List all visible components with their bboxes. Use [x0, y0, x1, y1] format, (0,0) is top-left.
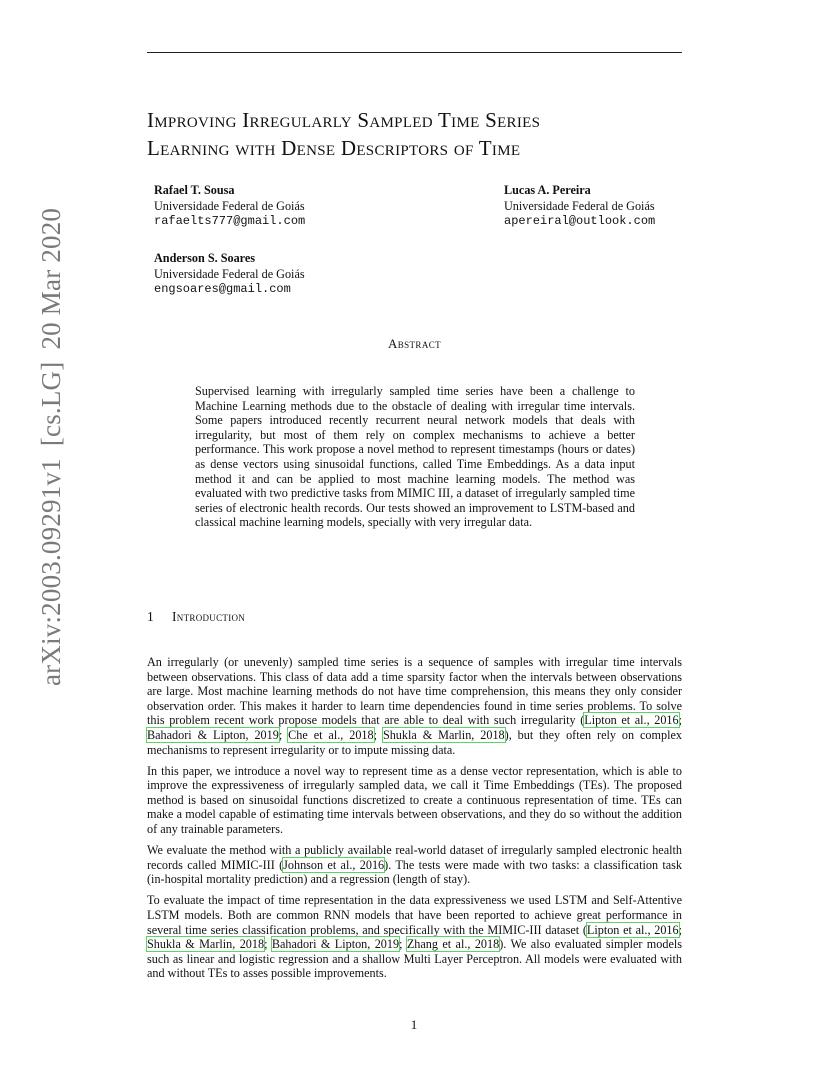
paragraph-text: ). We also evaluated simpler models such as linear and logistic regression and a shallow Multi Layer Perceptron. All models were evaluated with and without TEs to asses possible improvements. [147, 937, 683, 981]
section-heading-introduction [147, 609, 245, 625]
author-name: Rafael T. Sousa [154, 183, 235, 197]
author-block-1 [154, 183, 305, 230]
paragraph-1 [147, 655, 682, 757]
introduction-body [147, 655, 682, 987]
abstract-text: Supervised learning with irregularly sampled time series have been a challenge to Machine Learning methods due to the obstacle of dealing with irregular time intervals. Some papers introduced recently recurrent neural network models that deals with irregularity, but most of them rely on complex mechanisms to achieve a better performance. This work propose a novel method to represent timestamps (hours or dates) as dense vectors using sinusoidal functions, called Time Embeddings. As a data input method it and can be applied to most machine learning models. The method was evaluated with two predictive tasks from MIMIC III, a dataset of irregularly sampled time series of electronic health records. Our tests showed an improvement to LSTM-based and classical machine learning models, specially with very irregular data. [195, 384, 635, 530]
abstract-heading: Abstract [387, 336, 442, 351]
top-rule [147, 52, 682, 53]
arxiv-category: [cs.LG] [36, 361, 66, 447]
section-title: Introduction [172, 609, 246, 624]
author-affiliation: Universidade Federal de Goiás [154, 198, 305, 213]
citation-link[interactable]: Shukla & Marlin, 2018 [147, 937, 265, 952]
citation-link[interactable]: Bahadori & Lipton, 2019 [271, 937, 400, 952]
arxiv-id: arXiv:2003.09291v1 [36, 458, 66, 686]
author-email[interactable]: engsoares@gmail.com [154, 282, 291, 296]
author-name: Lucas A. Pereira [504, 183, 591, 197]
paragraph-text: To evaluate the impact of time representation in the data expressiveness we used LSTM and Self-Attentive LSTM models. Both are common RNN models that have been reported to achieve great performance in several time series classification problems, and specifically with the MIMIC-III dataset ( [147, 893, 682, 937]
paragraph-text: ). The tests were made with two tasks: a classification task (in-hospital mortality prediction) and a regression (length of stay). [147, 857, 682, 887]
arxiv-stamp [36, 208, 67, 686]
title-line-1: Improving Irregularly Sampled Time Series [147, 108, 541, 132]
paper-title [147, 106, 707, 162]
author-affiliation: Universidade Federal de Goiás [504, 198, 655, 213]
citation-link[interactable]: Lipton et al., 2016 [586, 922, 679, 937]
author-affiliation: Universidade Federal de Goiás [154, 266, 305, 281]
citation-separator: ; [678, 922, 683, 937]
citation-link[interactable]: Zhang et al., 2018 [406, 937, 500, 952]
citation-separator: ; [278, 727, 289, 742]
author-email[interactable]: apereiral@outlook.com [504, 214, 656, 228]
citation-link[interactable]: Johnson et al., 2016 [283, 857, 385, 872]
paragraph-text: We evaluate the method with a publicly available real-world dataset of irregularly sampled electronic health records called MIMIC-III ( [147, 843, 682, 872]
citation-link[interactable]: Che et al., 2018 [288, 727, 374, 742]
paragraph-2: In this paper, we introduce a novel way to represent time as a dense vector representation, which is able to improve the expressiveness of irregularly sampled data, we call it Time Embeddings (TEs). The proposed method is based on sinusoidal functions discretized to create a continuous representation of time. TEs can make a model capable of estimating time intervals between observations, and they do so without the addition of any trainable parameters. [147, 763, 682, 837]
paragraph-text: ), but they often rely on complex mechanisms to represent irregularity or to impute missing data. [147, 727, 682, 757]
author-email[interactable]: rafaelts777@gmail.com [154, 214, 306, 228]
citation-link[interactable]: Bahadori & Lipton, 2019 [147, 727, 279, 742]
title-line-2: Learning with Dense Descriptors of Time [147, 136, 521, 160]
citation-separator: ; [264, 937, 272, 952]
arxiv-date: 20 Mar 2020 [36, 207, 66, 350]
citation-separator: ; [373, 727, 383, 742]
author-name: Anderson S. Soares [154, 251, 256, 265]
paragraph-3 [147, 843, 682, 887]
page-number: 1 [410, 1017, 418, 1032]
author-block-3 [154, 251, 305, 298]
citation-link[interactable]: Lipton et al., 2016 [584, 713, 679, 728]
citation-separator: ; [678, 713, 682, 728]
citation-link[interactable]: Shukla & Marlin, 2018 [382, 727, 505, 742]
citation-separator: ; [399, 937, 407, 952]
author-block-2 [504, 183, 655, 230]
paragraph-text: An irregularly (or unevenly) sampled time series is a sequence of samples with irregular time intervals between observations. This class of data add a time sparsity factor when the intervals between observations are large. Most machine learning methods do not have time comprehension, this means they only consider observation order. This makes it harder to learn time dependencies found in time series problems. To solve this problem recent work propose models that are able to deal with such irregularity ( [147, 655, 682, 728]
paragraph-4 [147, 893, 682, 981]
section-number: 1 [147, 609, 154, 624]
